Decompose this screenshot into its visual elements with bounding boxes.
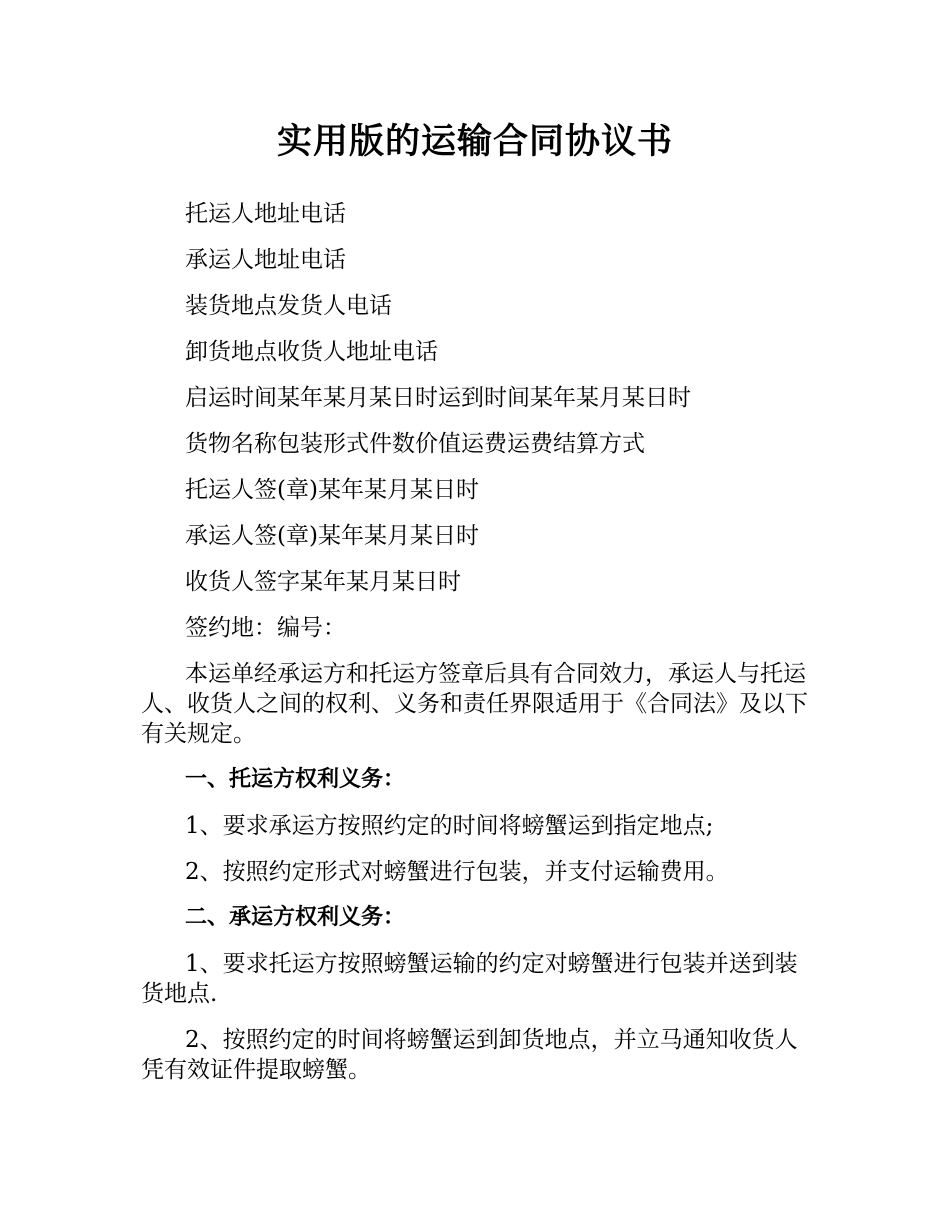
clause-carrier-1: 1、要求托运方按照螃蟹运输的约定对螃蟹进行包装并送到装货地点. xyxy=(141,951,798,1007)
paragraph-signing-place-number: 签约地：编号： xyxy=(185,615,346,641)
paragraph-goods-info: 货物名称包装形式件数价值运费运费结算方式 xyxy=(185,431,645,457)
paragraph-carrier-address-phone: 承运人地址电话 xyxy=(185,247,346,273)
paragraph-shipper-signature: 托运人签(章)某年某月某日时 xyxy=(185,477,479,503)
paragraph-departure-arrival-time: 启运时间某年某月某日时运到时间某年某月某日时 xyxy=(185,385,691,411)
clause-shipper-2: 2、按照约定形式对螃蟹进行包装，并支付运输费用。 xyxy=(185,859,729,885)
document-title: 实用版的运输合同协议书 xyxy=(276,122,673,162)
paragraph-unloading-place: 卸货地点收货人地址电话 xyxy=(185,339,438,365)
document-body xyxy=(141,199,809,1101)
paragraph-carrier-signature: 承运人签(章)某年某月某日时 xyxy=(185,523,479,549)
section-heading-carrier-rights: 二、承运方权利义务： xyxy=(185,905,406,930)
clause-carrier-2: 2、按照约定的时间将螃蟹运到卸货地点，并立马通知收货人凭有效证件提取螃蟹。 xyxy=(141,1027,798,1083)
paragraph-contract-effect: 本运单经承运方和托运方签章后具有合同效力，承运人与托运人、收货人之间的权利、义务和责任界限适用于《合同法》及以下有关规定。 xyxy=(141,661,808,747)
paragraph-loading-place: 装货地点发货人电话 xyxy=(185,293,392,319)
section-heading-shipper-rights: 一、托运方权利义务： xyxy=(185,767,406,792)
clause-shipper-1: 1、要求承运方按照约定的时间将螃蟹运到指定地点; xyxy=(185,813,714,839)
paragraph-consignee-signature: 收货人签字某年某月某日时 xyxy=(185,569,461,595)
paragraph-shipper-address-phone: 托运人地址电话 xyxy=(185,201,346,227)
